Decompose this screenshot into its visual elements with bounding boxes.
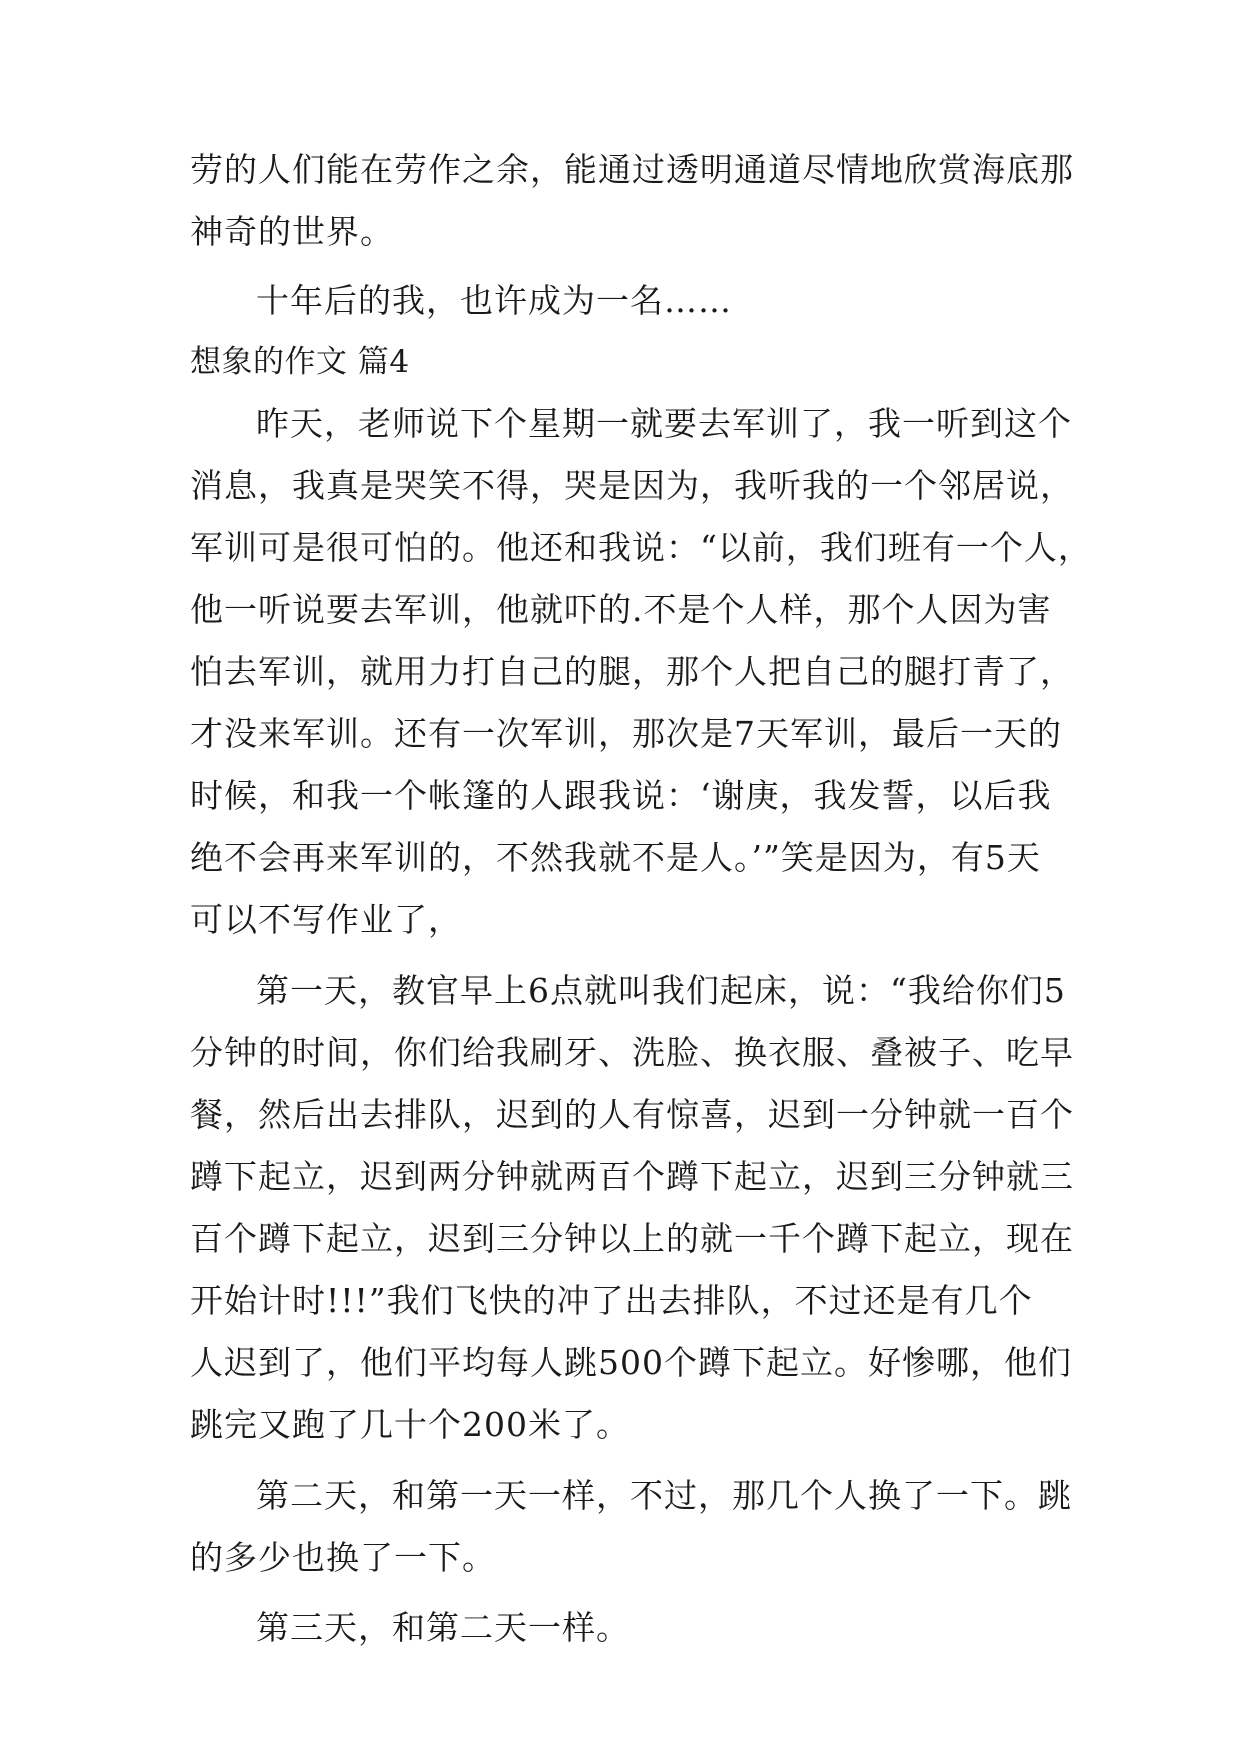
paragraph-line: 跳完又跑了几十个200米了。 (190, 1405, 630, 1444)
paragraph-line: 他一听说要去军训，他就吓的.不是个人样，那个人因为害 (190, 590, 1052, 629)
paragraph-line: 分钟的时间，你们给我刷牙、洗脸、换衣服、叠被子、吃早 (190, 1033, 1074, 1072)
paragraph-line: 昨天，老师说下个星期一就要去军训了，我一听到这个 (256, 404, 1072, 443)
paragraph-line: 才没来军训。还有一次军训，那次是7天军训，最后一天的 (190, 714, 1062, 753)
paragraph-line: 第三天，和第二天一样。 (256, 1608, 630, 1647)
paragraph-line: 怕去军训，就用力打自己的腿，那个人把自己的腿打青了， (190, 652, 1074, 691)
paragraph-line: 百个蹲下起立，迟到三分钟以上的就一千个蹲下起立，现在 (190, 1219, 1074, 1258)
paragraph-line: 的多少也换了一下。 (190, 1538, 496, 1577)
paragraph-line: 餐，然后出去排队，迟到的人有惊喜，迟到一分钟就一百个 (190, 1095, 1074, 1134)
paragraph-line: 蹲下起立，迟到两分钟就两百个蹲下起立，迟到三分钟就三 (190, 1157, 1074, 1196)
section-heading: 想象的作文 篇4 (190, 344, 410, 380)
paragraph-line: 开始计时!!!”我们飞快的冲了出去排队，不过还是有几个 (190, 1281, 1033, 1320)
paragraph-line: 军训可是很可怕的。他还和我说：“以前，我们班有一个人， (190, 528, 1092, 567)
paragraph-line: 人迟到了，他们平均每人跳500个蹲下起立。好惨哪，他们 (190, 1343, 1072, 1382)
paragraph-line: 十年后的我，也许成为一名…… (256, 281, 732, 320)
paragraph-line: 神奇的世界。 (190, 212, 394, 251)
paragraph-line: 劳的人们能在劳作之余，能通过透明通道尽情地欣赏海底那 (190, 150, 1074, 189)
paragraph-line: 绝不会再来军训的，不然我就不是人。’”笑是因为，有5天 (190, 838, 1041, 877)
paragraph-line: 可以不写作业了， (190, 900, 462, 939)
paragraph-line: 时候，和我一个帐篷的人跟我说：‘谢庚，我发誓，以后我 (190, 776, 1052, 815)
paragraph-line: 第一天，教官早上6点就叫我们起床，说：“我给你们5 (256, 971, 1066, 1010)
paragraph-line: 消息，我真是哭笑不得，哭是因为，我听我的一个邻居说， (190, 466, 1074, 505)
paragraph-line: 第二天，和第一天一样，不过，那几个人换了一下。跳 (256, 1476, 1072, 1515)
